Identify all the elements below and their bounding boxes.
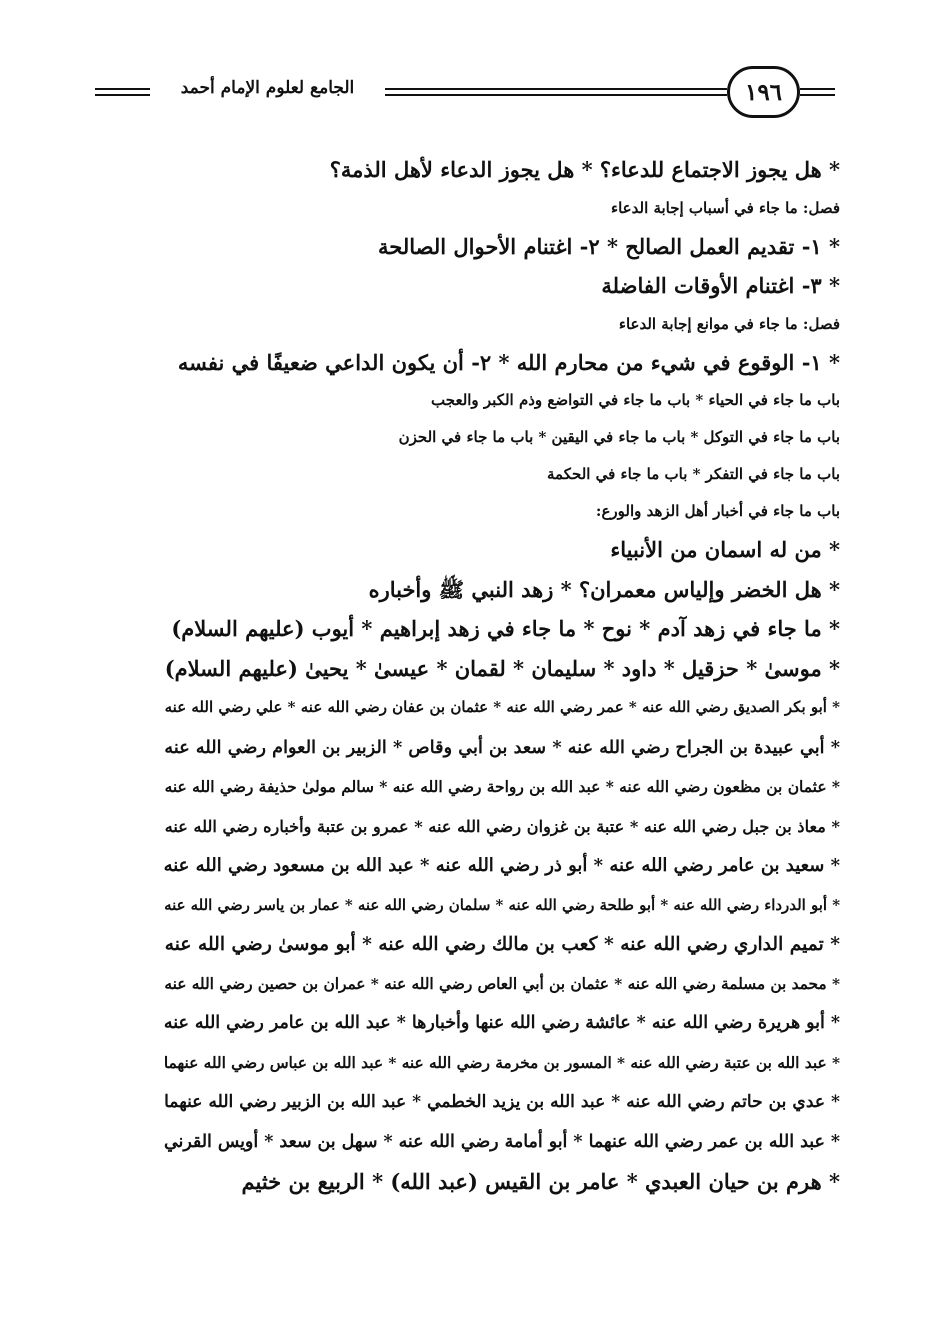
chapter-line: باب ما جاء في الحياء * باب ما جاء في التواضع وذم الكبر والعجب [431, 391, 840, 409]
text-line: * عدي بن حاتم رضي الله عنه * عبد الله بن يزيد الخطمي * عبد الله بن الزبير رضي الله عنهما [164, 1092, 840, 1112]
text-line: * موسىٰ * حزقيل * داود * سليمان * لقمان * عيسىٰ * يحيىٰ (عليهم السلام) [164, 655, 840, 681]
chapter-line: باب ما جاء في التفكر * باب ما جاء في الحكمة [547, 465, 840, 483]
text-line: * هل يجوز الاجتماع للدعاء؟ * هل يجوز الدعاء لأهل الذمة؟ [329, 157, 840, 182]
page-number: ١٩٦ [744, 78, 783, 106]
page-header [95, 66, 835, 126]
text-line: * محمد بن مسلمة رضي الله عنه * عثمان بن أبي العاص رضي الله عنه * عمران بن حصين رضي الله عنه [164, 974, 840, 993]
text-line: * ١- تقديم العمل الصالح * ٢- اغتنام الأحوال الصالحة [378, 233, 840, 259]
section-heading: فصل: ما جاء في موانع إجابة الدعاء [618, 314, 840, 333]
text-line: * تميم الداري رضي الله عنه * كعب بن مالك رضي الله عنه * أبو موسىٰ رضي الله عنه [164, 933, 840, 955]
chapter-line: باب ما جاء في أخبار أهل الزهد والورع: [595, 502, 840, 520]
text-line: * عبد الله بن عتبة رضي الله عنه * المسور بن مخرمة رضي الله عنه * عبد الله بن عباس رضي الله عنهما [163, 1053, 840, 1072]
text-line: * أبي عبيدة بن الجراح رضي الله عنه * سعد بن أبي وقاص * الزبير بن العوام رضي الله عنه [164, 736, 840, 758]
text-line: * معاذ بن جبل رضي الله عنه * عتبة بن غزوان رضي الله عنه * عمرو بن عتبة وأخباره رضي الله عنه [164, 816, 840, 836]
header-rule-right [800, 88, 835, 96]
text-line: * هرم بن حيان العبدي * عامر بن القيس (عبد الله) * الربيع بن خثيم [241, 1169, 840, 1194]
text-line: * أبو الدرداء رضي الله عنه * أبو طلحة رضي الله عنه * سلمان رضي الله عنه * عمار بن ياسر رضي الله عنه [164, 895, 840, 914]
header-rule-left [95, 88, 150, 96]
text-line: * ٣- اغتنام الأوقات الفاضلة [601, 273, 840, 298]
text-line: * ما جاء في زهد آدم * نوح * ما جاء في زهد إبراهيم * أيوب (عليهم السلام) [171, 616, 840, 641]
header-rule-middle [385, 88, 727, 96]
text-line: * أبو هريرة رضي الله عنه * عائشة رضي الله عنها وأخبارها * عبد الله بن عامر رضي الله عنه [163, 1013, 840, 1033]
page-number-badge [727, 66, 800, 118]
text-line: * من له اسمان من الأنبياء [610, 537, 840, 562]
text-line: * هل الخضر وإلياس معمران؟ * زهد النبي ﷺ وأخباره [368, 576, 840, 602]
text-line: * ١- الوقوع في شيء من محارم الله * ٢- أن يكون الداعي ضعيفًا في نفسه [177, 349, 840, 375]
section-heading: فصل: ما جاء في أسباب إجابة الدعاء [611, 198, 840, 217]
running-title: الجامع لعلوم الإمام أحمد [180, 78, 355, 98]
text-line: * عبد الله بن عمر رضي الله عنهما * أبو أمامة رضي الله عنه * سهل بن سعد * أويس القرني [164, 1131, 840, 1152]
text-line: * سعيد بن عامر رضي الله عنه * أبو ذر رضي الله عنه * عبد الله بن مسعود رضي الله عنه [163, 855, 840, 876]
text-line: * عثمان بن مظعون رضي الله عنه * عبد الله بن رواحة رضي الله عنه * سالم مولىٰ حذيفة رضي الله عنه [164, 777, 840, 796]
text-line: * أبو بكر الصديق رضي الله عنه * عمر رضي الله عنه * عثمان بن عفان رضي الله عنه * علي رضي الله عنه [164, 698, 840, 716]
page-body [150, 150, 840, 1202]
chapter-line: باب ما جاء في التوكل * باب ما جاء في اليقين * باب ما جاء في الحزن [398, 428, 840, 446]
